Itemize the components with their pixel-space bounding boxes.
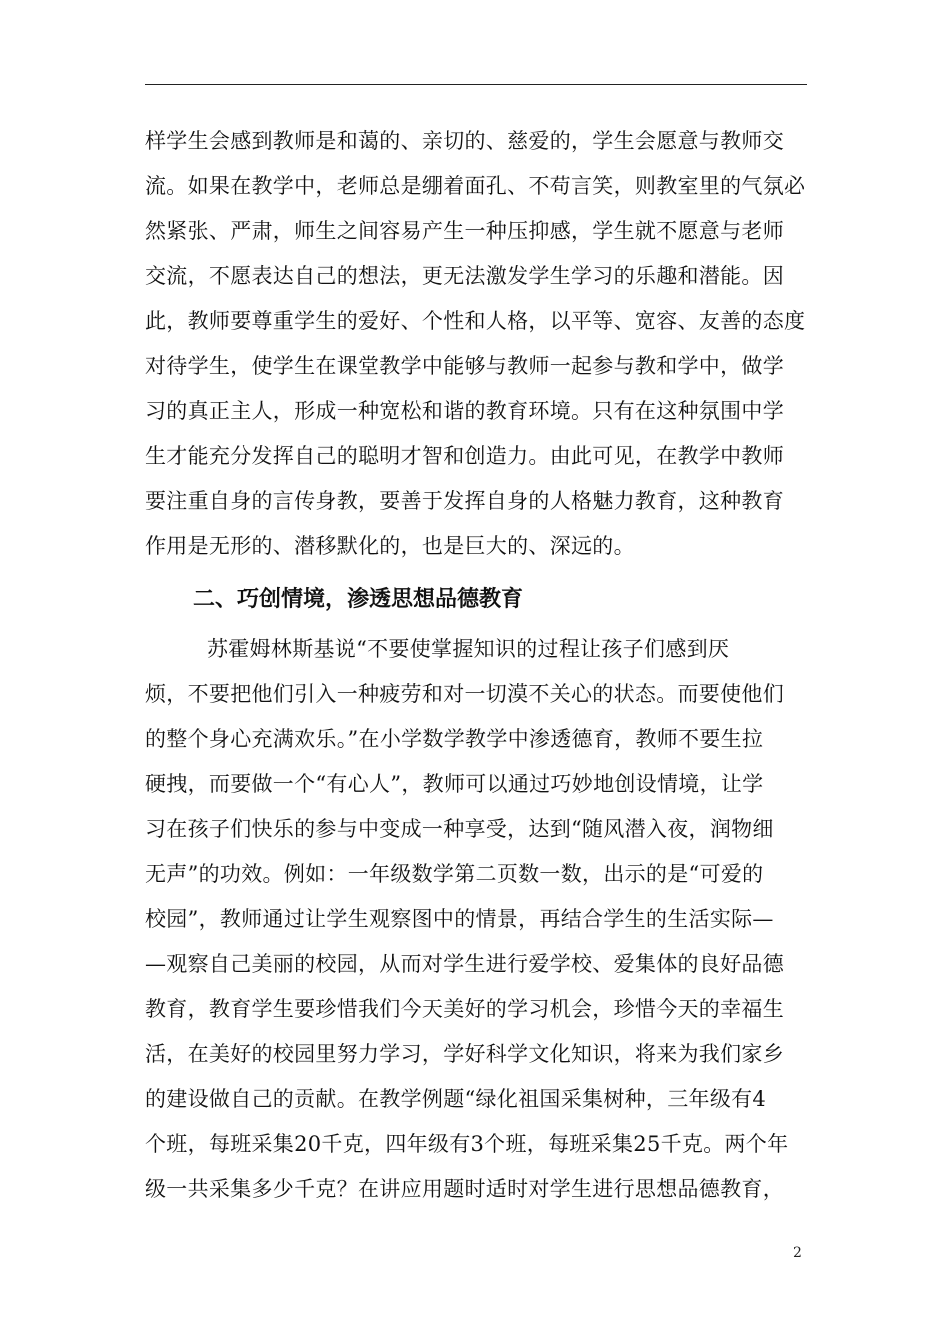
text-line: 级一共采集多少千克？在讲应用题时适时对学生进行思想品德教育， bbox=[145, 1177, 784, 1201]
text-line: 的建设做自己的贡献。在教学例题“绿化祖国采集树种，三年级有4 bbox=[145, 1087, 767, 1111]
text-line: 样学生会感到教师是和蔼的、亲切的、慈爱的，学生会愿意与教师交 bbox=[145, 129, 784, 153]
document-body bbox=[145, 119, 807, 1212]
text-line: 然紧张、严肃，师生之间容易产生一种压抑感，学生就不愿意与老师 bbox=[145, 219, 784, 243]
text-line: 要注重自身的言传身教，要善于发挥自身的人格魅力教育，这种教育 bbox=[145, 489, 784, 513]
text-line: 教育，教育学生要珍惜我们今天美好的学习机会，珍惜今天的幸福生 bbox=[145, 997, 784, 1021]
text-line: 习的真正主人，形成一种宽松和谐的教育环境。只有在这种氛围中学 bbox=[145, 399, 784, 423]
section-heading: 二、巧创情境，渗透思想品德教育 bbox=[193, 587, 524, 612]
text-line: 此，教师要尊重学生的爱好、个性和人格，以平等、宽容、友善的态度 bbox=[145, 309, 806, 333]
text-line: 个班，每班采集20千克，四年级有3个班，每班采集25千克。两个年 bbox=[145, 1132, 789, 1156]
text-line: 习在孩子们快乐的参与中变成一种享受，达到“随风潜入夜，润物细 bbox=[145, 817, 774, 841]
text-line: 校园”，教师通过让学生观察图中的情景，再结合学生的生活实际— bbox=[145, 907, 774, 931]
page-number: 2 bbox=[793, 1245, 802, 1261]
text-line: 苏霍姆林斯基说“不要使掌握知识的过程让孩子们感到厌 bbox=[207, 637, 730, 661]
paragraph-2 bbox=[145, 627, 807, 1212]
text-line: 流。如果在教学中，老师总是绷着面孔、不苟言笑，则教室里的气氛必 bbox=[145, 174, 806, 198]
header-rule bbox=[145, 84, 807, 85]
text-line: 烦，不要把他们引入一种疲劳和对一切漠不关心的状态。而要使他们 bbox=[145, 682, 784, 706]
text-line: 无声”的功效。例如：一年级数学第二页数一数，出示的是“可爱的 bbox=[145, 862, 764, 886]
text-line: 硬拽，而要做一个“有心人”，教师可以通过巧妙地创设情境，让学 bbox=[145, 772, 764, 796]
text-line: 交流，不愿表达自己的想法，更无法激发学生学习的乐趣和潜能。因 bbox=[145, 264, 784, 288]
text-line: 活，在美好的校园里努力学习，学好科学文化知识，将来为我们家乡 bbox=[145, 1042, 784, 1066]
text-line: 的整个身心充满欢乐。”在小学数学教学中渗透德育，教师不要生拉 bbox=[145, 727, 764, 751]
text-line: 对待学生，使学生在课堂教学中能够与教师一起参与教和学中，做学 bbox=[145, 354, 784, 378]
paragraph-1 bbox=[145, 119, 807, 569]
text-line: —观察自己美丽的校园，从而对学生进行爱学校、爱集体的良好品德 bbox=[145, 952, 784, 976]
text-line: 生才能充分发挥自己的聪明才智和创造力。由此可见，在教学中教师 bbox=[145, 444, 784, 468]
text-line: 作用是无形的、潜移默化的，也是巨大的、深远的。 bbox=[145, 534, 635, 558]
